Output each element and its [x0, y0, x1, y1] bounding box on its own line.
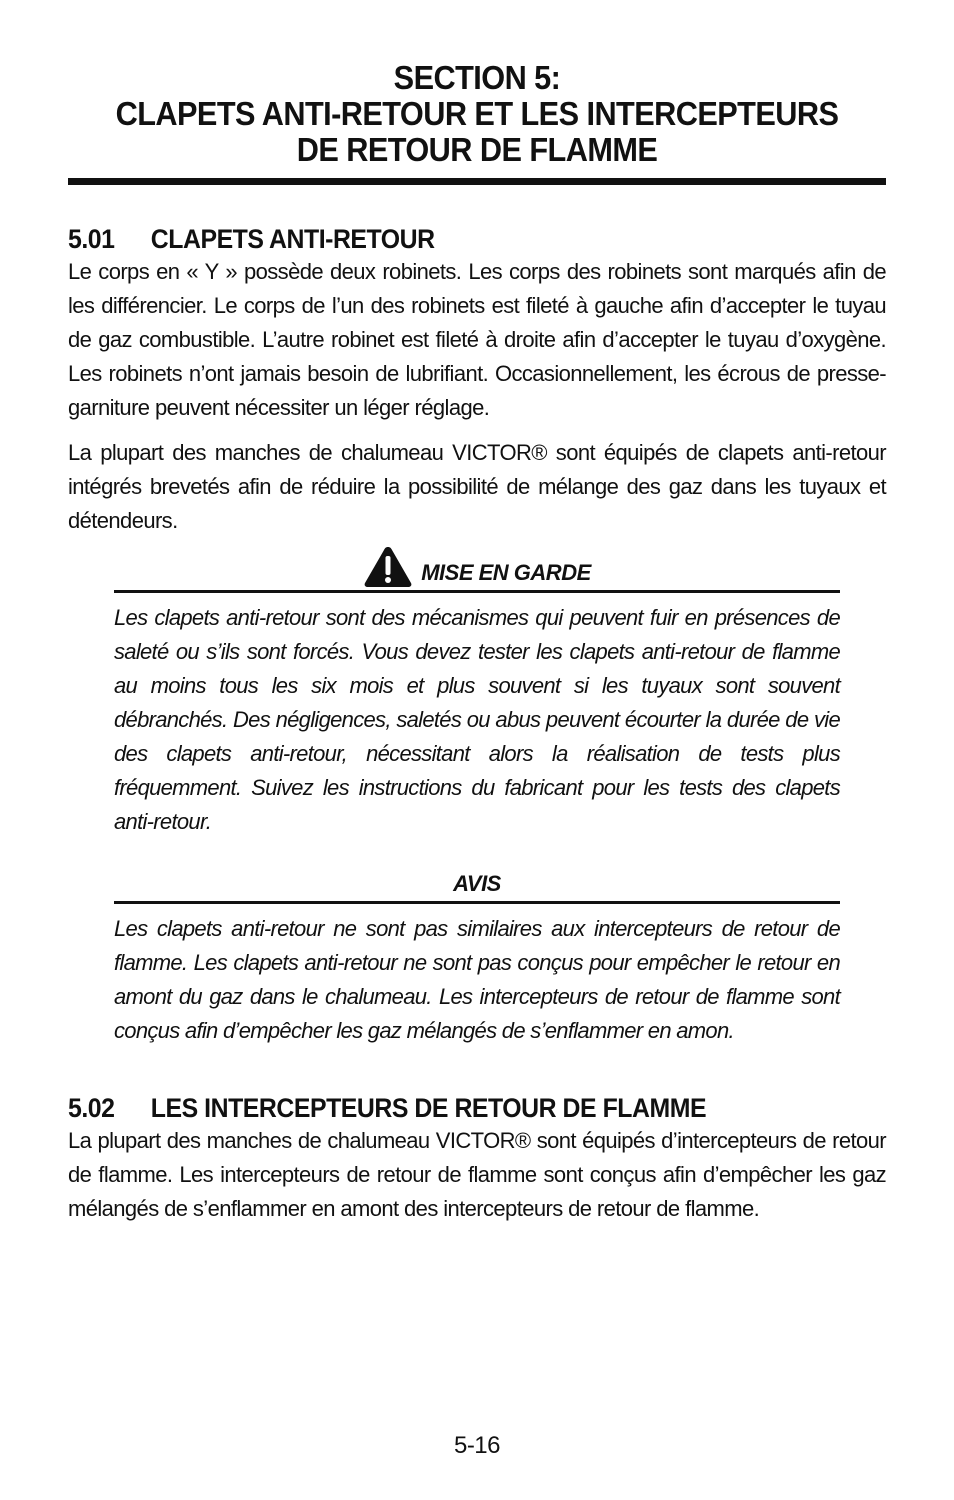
page-number: 5-16: [453, 1432, 501, 1459]
body-paragraph: La plupart des manches de chalumeau VICTOR® sont équipés de clapets anti-retour intégrés brevetés afin de réduire la possibilité de mélange des gaz dans les tuyaux et détendeurs.: [68, 440, 886, 533]
warning-text: Les clapets anti-retour sont des mécanismes qui peuvent fuir en présences de saleté ou s’ils sont forcés. Vous devez tester les clapets anti-retour de flamme au moins tous les six mois et plus souvent si les tuyaux sont souvent débranchés. Des négligences, saletés ou abus peuvent écourter la durée de vie des clapets anti-retour, nécessitant alors la réalisation de tests plus fréquemment. Suivez les instructions du fabricant pour les tests des clapets anti-retour.: [114, 605, 840, 834]
warning-header: [114, 546, 840, 593]
section-title-line: DE RETOUR DE FLAMME: [296, 131, 658, 168]
subsection-heading-502: [68, 1092, 821, 1124]
body-paragraph: Le corps en « Y » possède deux robinets. Les corps des robinets sont marqués afin de les différencier. Le corps de l’un des robinets est fileté à gauche afin d’accepter le tuyau de gaz combustible. L’autre robinet est fileté à droite afin d’accepter le tuyau d’oxygène. Les robinets n’ont jamais besoin de lubrifiant. Occasionnellement, les écrous de presse-garniture peuvent nécessiter un léger réglage.: [68, 259, 886, 420]
subsection-title: CLAPETS ANTI-RETOUR: [150, 224, 435, 254]
body-paragraph: La plupart des manches de chalumeau VICTOR® sont équipés d’intercepteurs de retour de flamme. Les intercepteurs de retour de flamme sont conçus afin d’empêcher les gaz mélangés de s’enflammer en amont des intercepteurs de retour de flamme.: [68, 1128, 886, 1221]
notice-box: [114, 869, 840, 1048]
warning-box: [114, 546, 840, 839]
subsection-title: LES INTERCEPTEURS DE RETOUR DE FLAMME: [150, 1093, 707, 1123]
title-divider: [68, 178, 886, 185]
section-title-line: CLAPETS ANTI-RETOUR ET LES INTERCEPTEURS: [115, 95, 839, 132]
subsection-number: 5.01: [68, 224, 115, 254]
document-page: [68, 60, 886, 1226]
section-label: SECTION 5:: [393, 59, 561, 96]
notice-header: [114, 869, 840, 904]
section-title: [97, 60, 858, 168]
warning-label: MISE EN GARDE: [421, 560, 591, 585]
notice-label: AVIS: [453, 871, 501, 896]
warning-triangle-icon: [363, 546, 413, 588]
subsection-number: 5.02: [68, 1093, 115, 1123]
subsection-heading-501: [68, 223, 821, 255]
notice-text: Les clapets anti-retour ne sont pas similaires aux intercepteurs de retour de flamme. Les clapets anti-retour ne sont pas conçus pour empêcher le retour en amont du gaz dans le chalumeau. Les intercepteurs de retour de flamme sont conçus afin d’empêcher les gaz mélangés de s’enflammer en amon.: [114, 916, 840, 1043]
